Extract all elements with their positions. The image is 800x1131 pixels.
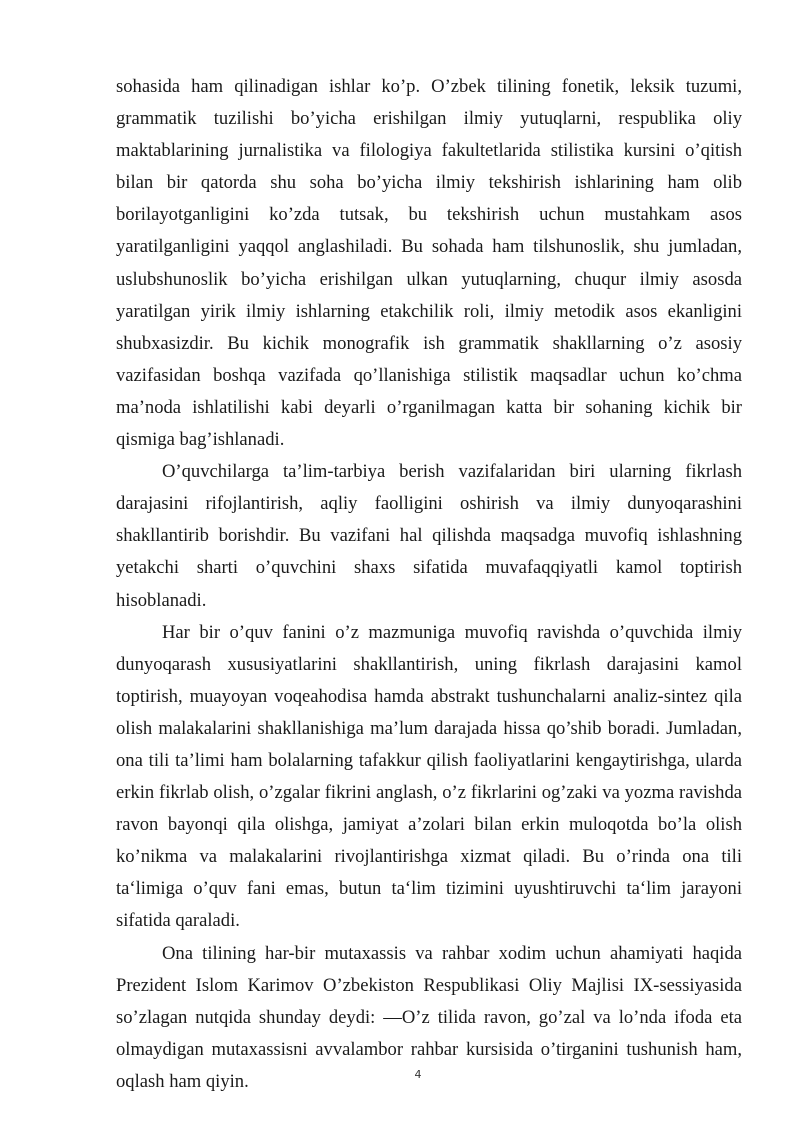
- paragraph-continuation: sohasida ham qilinadigan ishlar ko’p. O’zbek tilining fonetik, leksik tuzumi, grammatik tuzilishi bo’yicha erishilgan ilmiy yutuqlarni, respublika oliy maktablarining jurnalistika va filologiya fakultetlarida stilistika kursini o’qitish bilan bir qatorda shu soha bo’yicha ilmiy tekshirish ishlarining ham olib borilayotganligini ko’zda tutsak, bu tekshirish uchun mustahkam asos yaratilganligini yaqqol anglashiladi. Bu sohada ham tilshunoslik, shu jumladan, uslubshunoslik bo’yicha erishilgan ulkan yutuqlarning, chuqur ilmiy asosda yaratilgan yirik ilmiy ishlarning etakchilik roli, ilmiy metodik asos ekanligini shubxasizdir. Bu kichik monografik ish grammatik shakllarning o’z asosiy vazifasidan boshqa vazifada qo’llanishiga stilistik maqsadlar uchun ko’chma ma’noda ishlatilishi kabi deyarli o’rganilmagan katta bir sohaning kichik bir qismiga bag’ishlanadi.: [116, 76, 742, 451]
- page-number: 4: [414, 1068, 422, 1081]
- paragraph-education: O’quvchilarga ta’lim-tarbiya berish vazifalaridan biri ularning fikrlash darajasini rifojlantirish, aqliy faolligini oshirish va ilmiy dunyoqarashini shakllantirib borishdir. Bu vazifani hal qilishda maqsadga muvofiq ishlashning yetakchi sharti o’quvchini shaxs sifatida muvafaqqiyatli kamol toptirish hisoblanadi.: [116, 461, 742, 611]
- paragraph-subjects: Har bir o’quv fanini o’z mazmuniga muvofiq ravishda o’quvchida ilmiy dunyoqarash xususiyatlarini shakllantirish, uning fikrlash darajasini kamol toptirish, muayoyan voqeahodisa hamda abstrakt tushunchalarni analiz-sintez qila olish malakalarini shakllanishiga ma’lum darajada hissa qo’shib boradi. Jumladan, ona tili ta’limi ham bolalarning tafakkur qilish faoliyatlarini kengaytirishga, ularda erkin fikrlab olish, o’zgalar fikrini anglash, o’z fikrlarini og’zaki va yozma ravishda ravon bayonqi qila olishga, jamiyat a’zolari bilan erkin muloqotda bo’la olish ko’nikma va malakalarini rivojlantirishga xizmat qiladi. Bu o’rinda ona tili ta‘limiga o’quv fani emas, butun ta‘lim tizimini uyushtiruvchi ta‘lim jarayoni sifatida qaraladi.: [116, 621, 742, 932]
- paragraph-native-language: Ona tilining har-bir mutaxassis va rahbar xodim uchun ahamiyati haqida Prezident Islom Karimov O’zbekiston Respublikasi Oliy Majlisi IX-sessiyasida so’zlagan nutqida shunday deydi: ―O’z tilida ravon, go’zal va lo’nda ifoda eta olmaydigan mutaxassisni avvalambor rahbar kursisida o’tirganini tushunish ham, oqlash ham qiyin.: [116, 942, 742, 1092]
- body-text: [116, 71, 742, 1098]
